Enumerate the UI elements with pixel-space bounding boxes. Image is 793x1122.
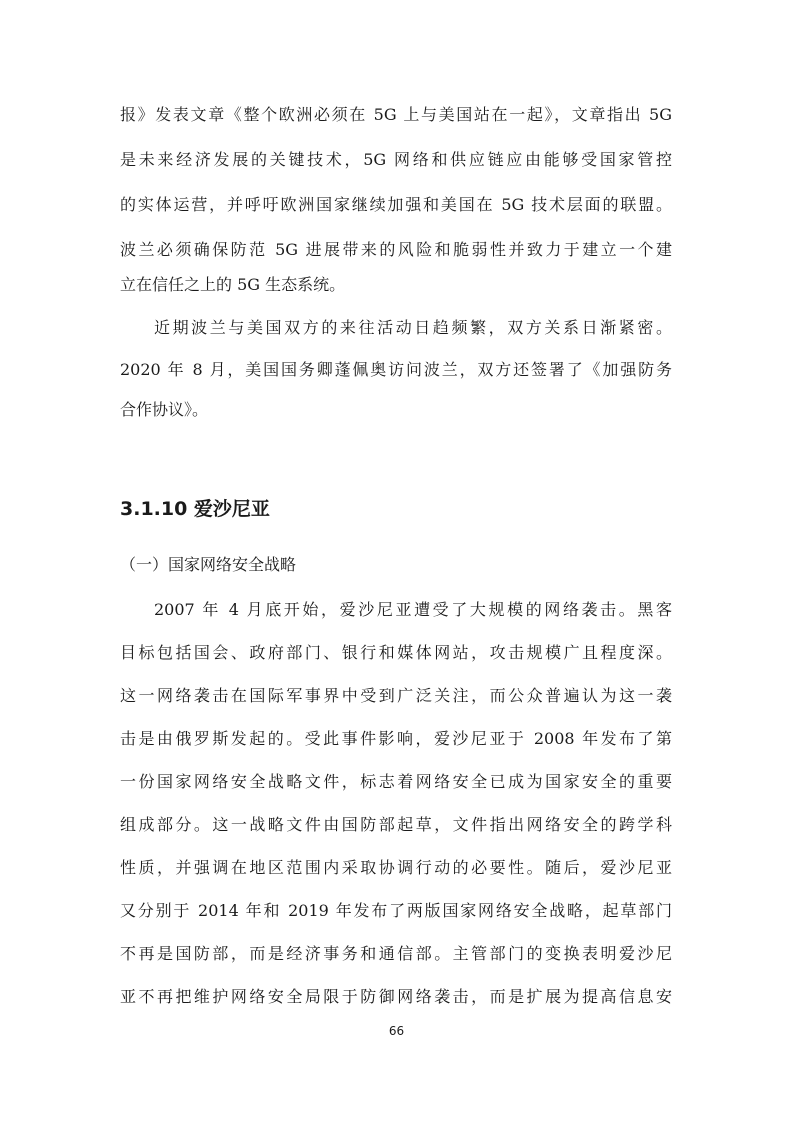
paragraph-3-line-9: 不再是国防部，而是经济事务和通信部。主管部门的变换表明爱沙尼 [120,944,672,963]
paragraph-2-line-3: 合作协议》。 [120,400,209,419]
paragraph-3-line-6: 组成部分。这一战略文件由国防部起草，文件指出网络安全的跨学科 [120,815,672,834]
subheading: （一）国家网络安全战略 [120,555,297,574]
paragraph-1-line-2: 是未来经济发展的关键技术，5G 网络和供应链应由能够受国家管控 [120,150,672,169]
paragraph-2-line-2: 2020 年 8 月，美国国务卿蓬佩奥访问波兰，双方还签署了《加强防务 [120,360,672,379]
paragraph-1-line-3: 的实体运营，并呼吁欧洲国家继续加强和美国在 5G 技术层面的联盟。 [120,195,672,214]
paragraph-1-line-1: 报》发表文章《整个欧洲必须在 5G 上与美国站在一起》，文章指出 5G [120,105,672,124]
paragraph-3-line-5: 一份国家网络安全战略文件，标志着网络安全已成为国家安全的重要 [120,772,672,791]
section-heading: 3.1.10 爱沙尼亚 [120,498,270,520]
paragraph-3-line-8: 又分别于 2014 年和 2019 年发布了两版国家网络安全战略，起草部门 [120,901,672,920]
paragraph-1-line-5: 立在信任之上的 5G 生态系统。 [120,275,346,294]
paragraph-3-line-10: 亚不再把维护网络安全局限于防御网络袭击，而是扩展为提高信息安 [120,987,672,1006]
paragraph-1-line-4: 波兰必须确保防范 5G 进展带来的风险和脆弱性并致力于建立一个建 [120,240,672,259]
paragraph-2-line-1: 近期波兰与美国双方的来往活动日趋频繁，双方关系日渐紧密。 [154,318,672,337]
paragraph-3-line-1: 2007 年 4 月底开始，爱沙尼亚遭受了大规模的网络袭击。黑客 [154,600,672,619]
paragraph-3-line-7: 性质，并强调在地区范围内采取协调行动的必要性。随后，爱沙尼亚 [120,858,672,877]
paragraph-3-line-2: 目标包括国会、政府部门、银行和媒体网站，攻击规模广且程度深。 [120,643,672,662]
paragraph-3-line-3: 这一网络袭击在国际军事界中受到广泛关注，而公众普遍认为这一袭 [120,686,672,705]
page-number: 66 [388,1024,405,1038]
paragraph-3-line-4: 击是由俄罗斯发起的。受此事件影响，爱沙尼亚于 2008 年发布了第 [120,729,672,748]
